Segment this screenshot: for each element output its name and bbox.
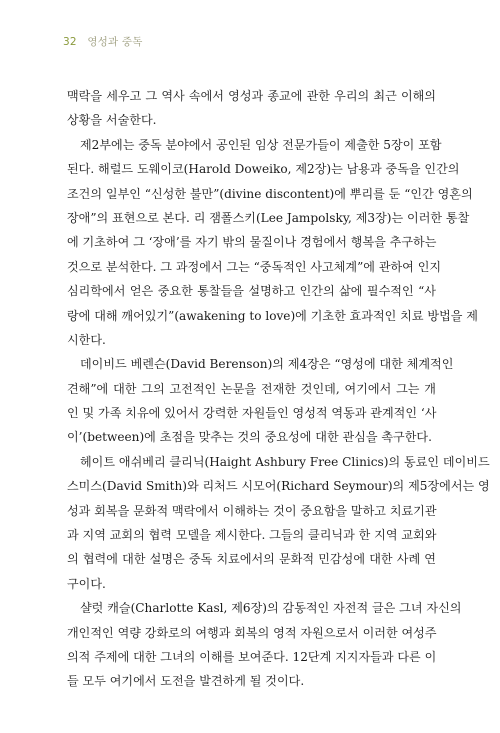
text-line: 들 모두 여기에서 도전을 발견하게 될 것이다. <box>67 674 305 689</box>
text-line: 샬럿 캐슬(Charlotte Kasl, 제6장)의 감동적인 자전적 글은 그녀 자신의 <box>80 601 462 616</box>
text-line: 구이다. <box>67 576 106 591</box>
text-line: 과 지역 교회의 협력 모델을 제시한다. 그들의 클리닉과 한 지역 교회와 <box>67 528 437 543</box>
text-line: 심리학에서 얻은 중요한 통찰들을 설명하고 인간의 삶에 필수적인 “사 <box>67 284 436 299</box>
text-line: 맥락을 세우고 그 역사 속에서 영성과 종교에 관한 우리의 최근 이해의 <box>67 89 436 103</box>
running-header <box>63 34 143 49</box>
text-line: 견해”에 대한 그의 고전적인 논문을 전재한 것인데, 여기에서 그는 개 <box>67 381 436 396</box>
text-line: 헤이트 애쉬베리 클리닉(Haight Ashbury Free Clinics)의 동료인 데이비드 <box>80 454 490 469</box>
page-number: 32 <box>63 36 77 48</box>
text-line: 조건의 일부인 “신성한 불만”(divine discontent)에 뿌리를 둔 “인간 영혼의 <box>67 186 473 201</box>
text-line: 제2부에는 중독 분야에서 공인된 임상 전문가들이 제출한 5장이 포함 <box>80 137 442 152</box>
text-line: 데이비드 베렌슨(David Berenson)의 제4장은 “영성에 대한 체계적인 <box>80 357 454 372</box>
text-line: 의적 주제에 대한 그녀의 이해를 보여준다. 12단계 지지자들과 다른 이 <box>67 649 437 664</box>
text-line: 시한다. <box>67 332 106 347</box>
text-line: 스미스(David Smith)와 리처드 시모어(Richard Seymour)의 제5장에서는 영 <box>67 479 490 494</box>
text-line: 개인적인 역량 강화로의 여행과 회복의 영적 자원으로서 이러한 여성주 <box>67 625 437 640</box>
text-line: 랑에 대해 깨어있기”(awakening to love)에 기초한 효과적인 치료 방법을 제 <box>67 308 478 323</box>
text-line: 상황을 서술한다. <box>67 113 157 128</box>
text-line: 의 협력에 대한 설명은 중독 치료에서의 문화적 민감성에 대한 사례 연 <box>67 552 436 567</box>
text-line: 것으로 분석한다. 그 과정에서 그는 “중독적인 사고체계”에 관하여 인지 <box>67 259 442 274</box>
book-title: 영성과 중독 <box>87 36 143 48</box>
text-line: 이’(between)에 초점을 맞추는 것의 중요성에 대한 관심을 촉구한다. <box>67 430 432 445</box>
body-text <box>67 84 490 694</box>
text-line: 된다. 해럴드 도웨이코(Harold Doweiko, 제2장)는 남용과 중독을 인간의 <box>67 162 460 177</box>
text-line: 인 및 가족 치유에 있어서 강력한 자원들인 영성적 역동과 관계적인 ‘사 <box>67 406 437 421</box>
text-line: 장애”의 표현으로 본다. 리 잼폴스키(Lee Jampolsky, 제3장)는 이러한 통찰 <box>67 210 470 225</box>
text-line: 성과 회복을 문화적 맥락에서 이해하는 것이 중요함을 말하고 치료기관 <box>67 503 437 518</box>
text-line: 에 기초하여 그 ‘장애’를 자기 밖의 물질이나 경험에서 행복을 추구하는 <box>67 235 437 250</box>
